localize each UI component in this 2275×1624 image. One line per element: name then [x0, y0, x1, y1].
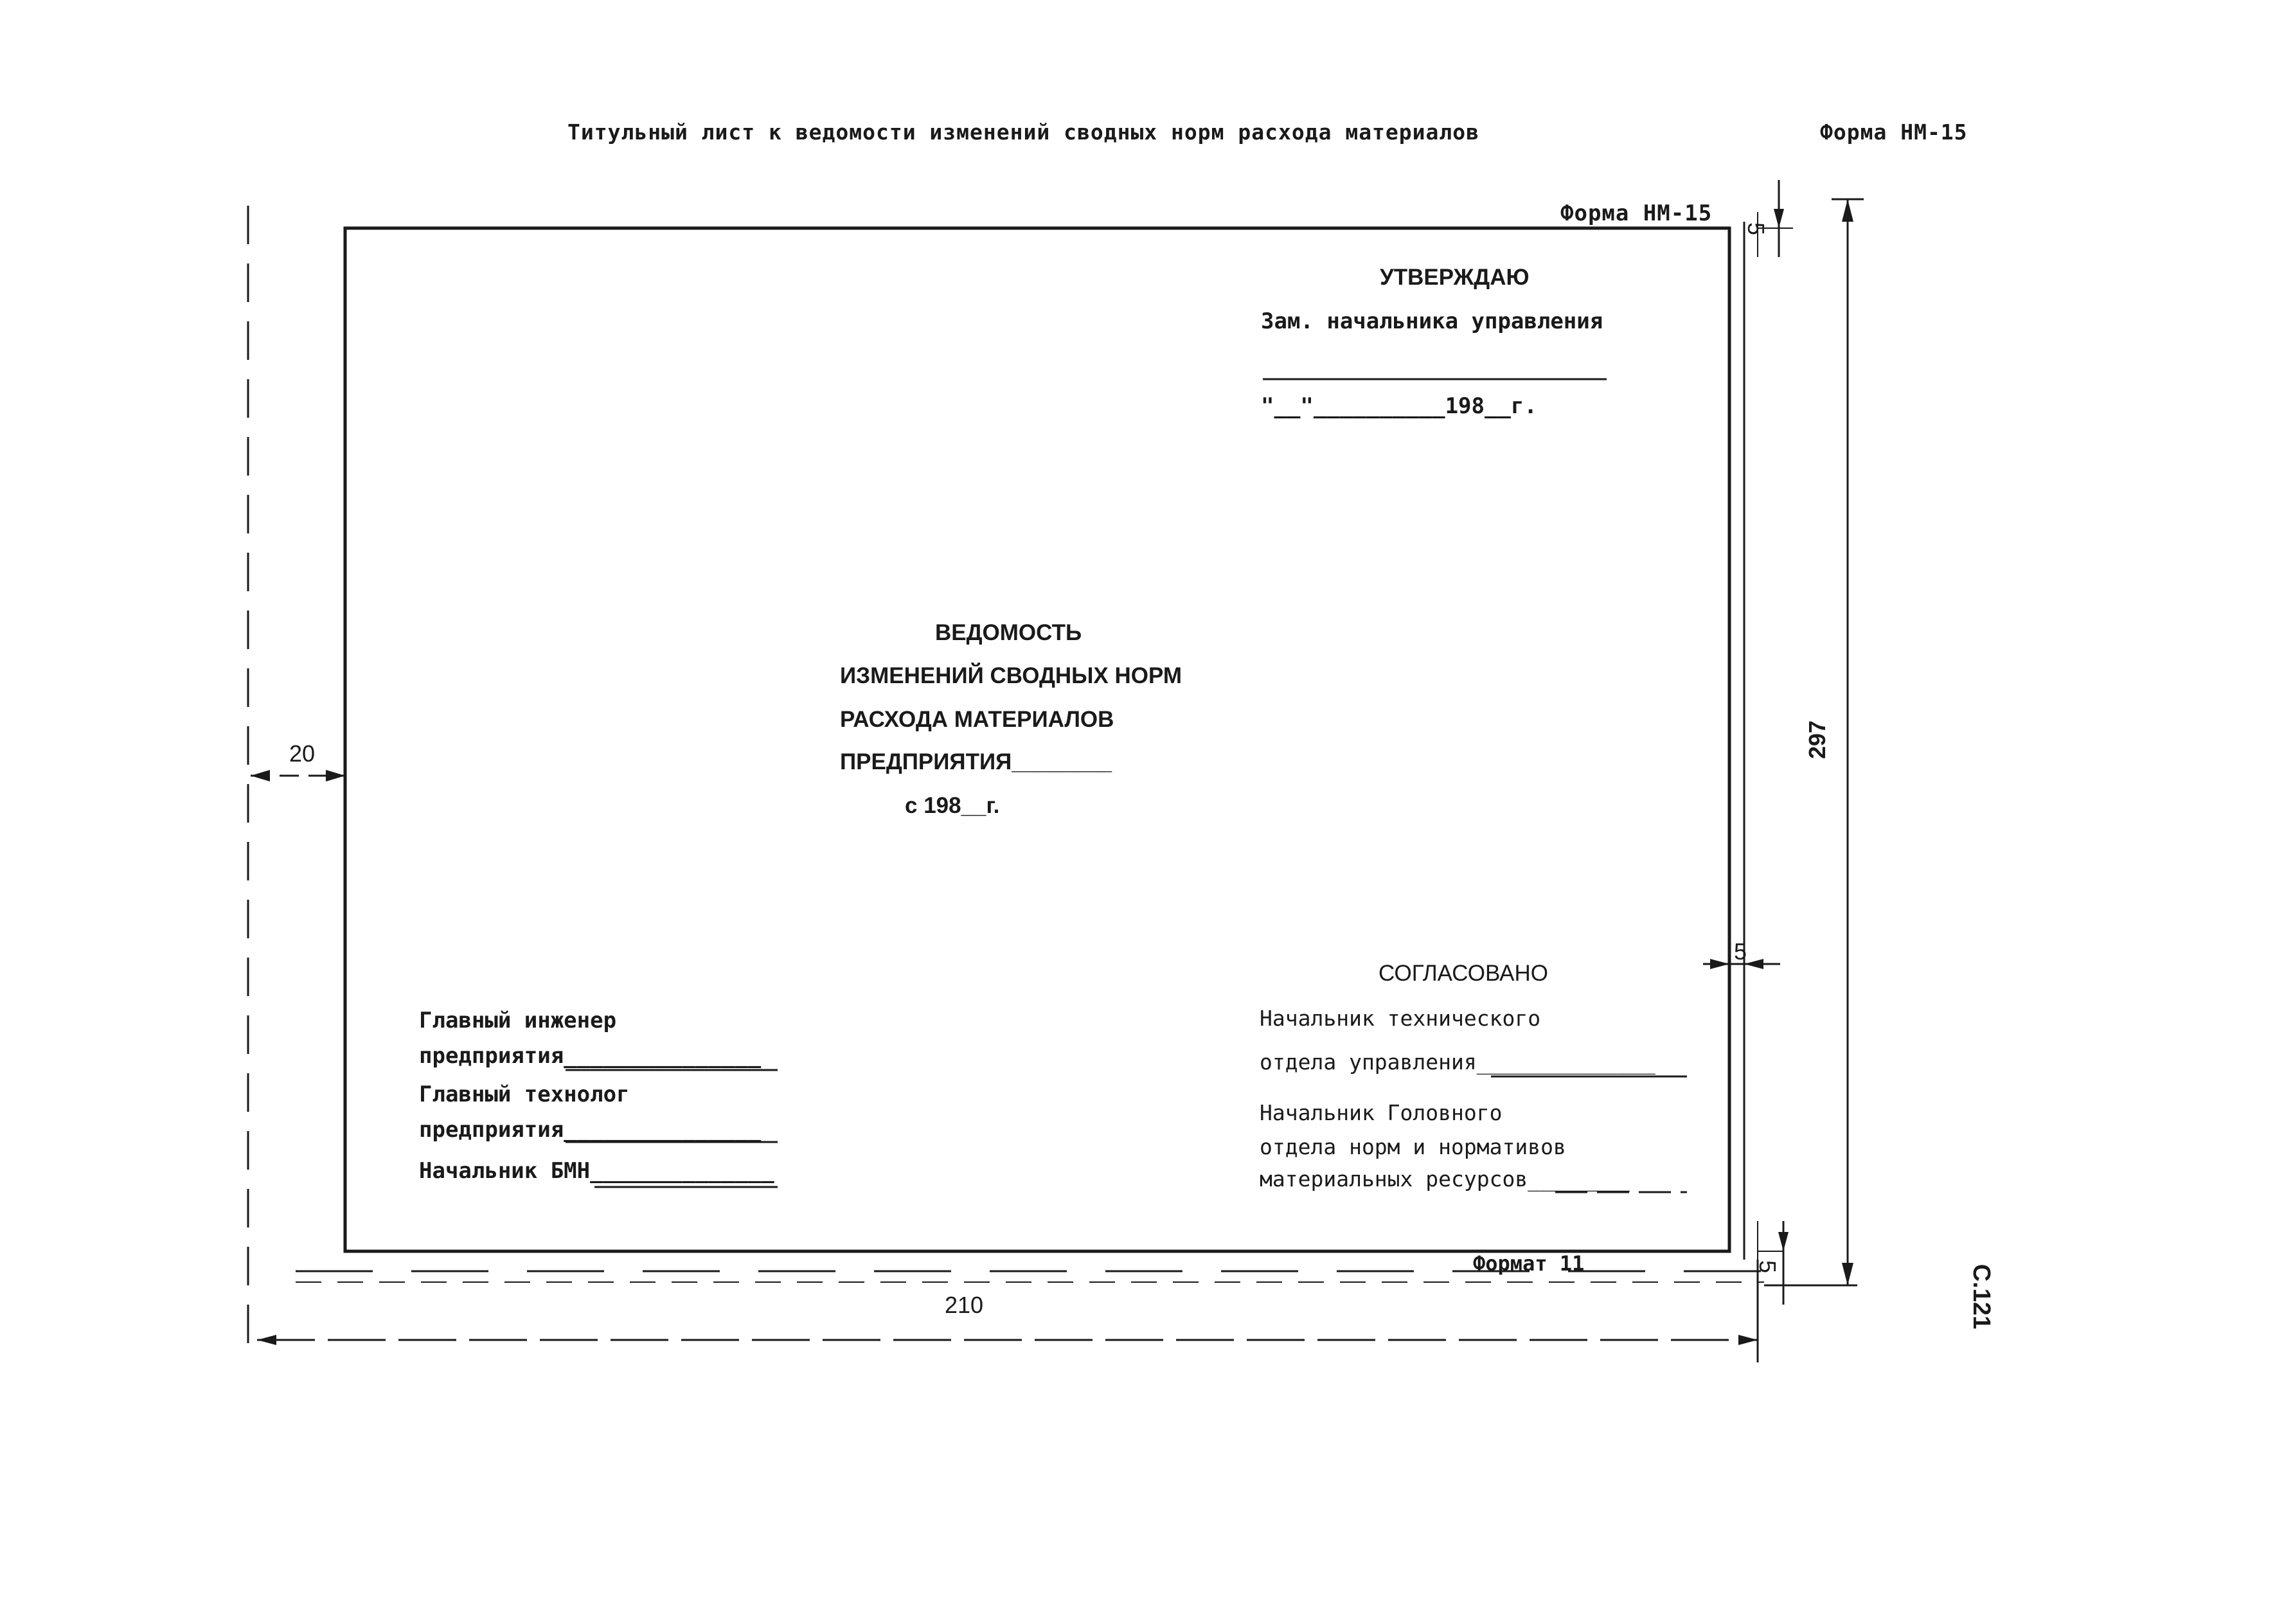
- left-margin-dimension: 20: [289, 740, 316, 767]
- chief-engineer-title: Главный инженер: [419, 1008, 617, 1033]
- approve-date-line: "__"__________198__г.: [1261, 393, 1537, 419]
- doc-title-line2: ИЗМЕНЕНИЙ СВОДНЫХ НОРМ: [840, 663, 1182, 688]
- chief-technologist-title: Главный технолог: [419, 1082, 630, 1107]
- page-header-form-code: Форма НМ-15: [1820, 120, 1968, 145]
- page-number: С.121: [1968, 1263, 1995, 1330]
- norms-head-title: Начальник Головного: [1260, 1100, 1503, 1125]
- format-label: Формат 11: [1473, 1251, 1585, 1276]
- approve-heading: УТВЕРЖДАЮ: [1380, 265, 1530, 290]
- height-dimension: 297: [1804, 720, 1831, 760]
- page-header-title: Титульный лист к ведомости изменений сводных норм расхода материалов: [567, 120, 1480, 145]
- doc-title-line1: ВЕДОМОСТЬ: [935, 620, 1082, 645]
- agreed-heading: СОГЛАСОВАНО: [1378, 961, 1549, 986]
- sheet-form-code: Форма НМ-15: [1560, 201, 1713, 226]
- top-margin-dimension: 5: [1743, 222, 1770, 236]
- norms-head-dept: отдела норм и нормативов: [1260, 1134, 1566, 1159]
- width-dimension: 210: [945, 1292, 984, 1318]
- norms-head-resources: материальных ресурсов________: [1260, 1166, 1630, 1191]
- bottom-margin-dimension: 5: [1754, 1260, 1781, 1274]
- head-bmn: Начальник БМН______________: [419, 1158, 774, 1184]
- doc-title-line5: с 198__г.: [905, 793, 1000, 818]
- doc-title-line4: ПРЕДПРИЯТИЯ________: [840, 749, 1112, 774]
- tech-head-title: Начальник технического: [1260, 1006, 1541, 1031]
- doc-title-line3: РАСХОДА МАТЕРИАЛОВ: [840, 707, 1114, 732]
- chief-technologist-org: предприятия_______________: [419, 1117, 762, 1143]
- chief-engineer-org: предприятия_______________: [419, 1043, 762, 1069]
- tech-head-dept: отдела управления______________: [1260, 1049, 1655, 1075]
- approve-position: Зам. начальника управления: [1261, 308, 1603, 334]
- right-margin-dimension: 5: [1734, 938, 1747, 965]
